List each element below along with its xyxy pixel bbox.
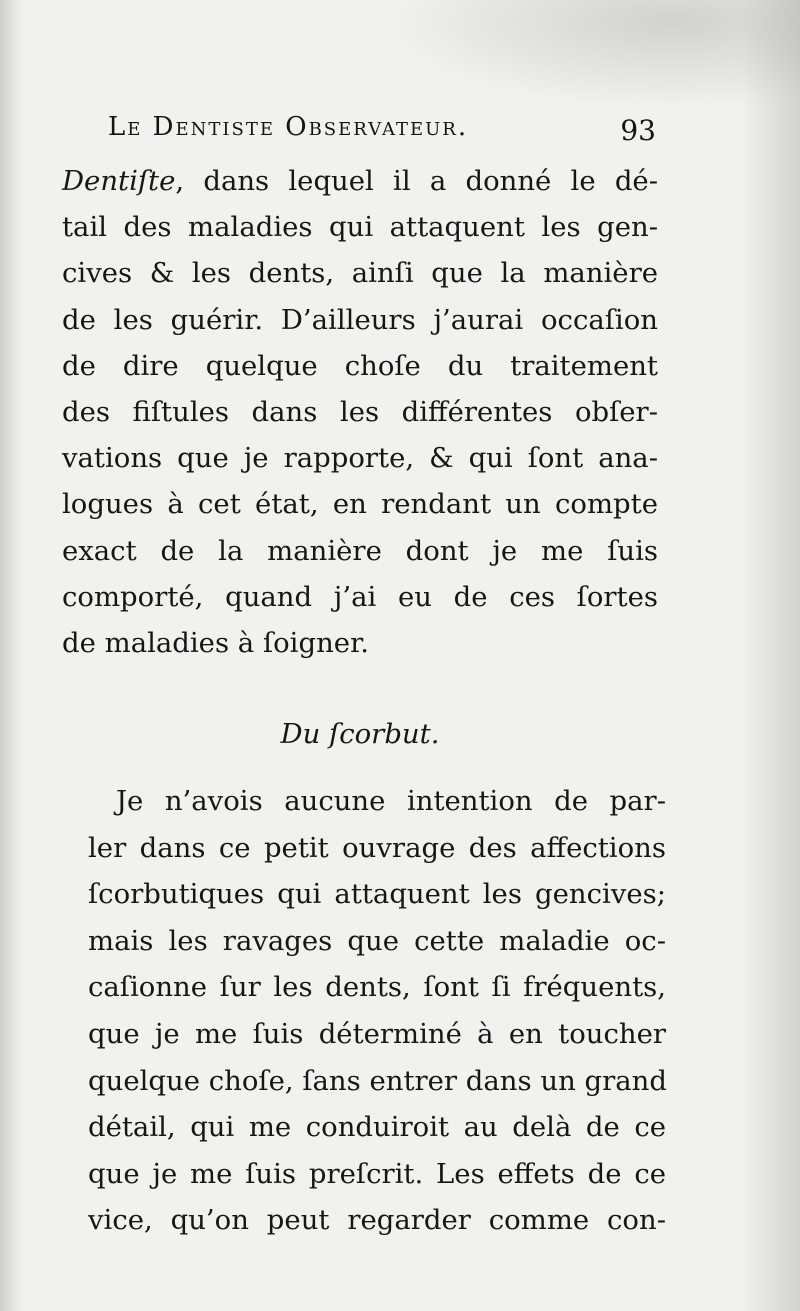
text-line: exact de la manière dont je me ſuis xyxy=(62,534,658,567)
text-line: caſionne ſur les dents, ſont ſi fréquents, xyxy=(88,971,666,1004)
text-line: des fiſtules dans les différentes obſer- xyxy=(62,395,658,428)
text-line: ſcorbutiques qui attaquent les gencives; xyxy=(88,878,666,911)
text-line: vice, qu’on peut regarder comme con- xyxy=(88,1204,666,1237)
text-line: Je n’avois aucune intention de par- xyxy=(116,785,666,817)
running-head xyxy=(108,112,656,156)
text-line: ler dans ce petit ouvrage des affections xyxy=(88,831,666,864)
italic-word: Dentiſte xyxy=(62,165,176,197)
text-line: vations que je rapporte, & qui ſont ana- xyxy=(62,442,658,475)
text-line: que je me ſuis déterminé à en toucher xyxy=(88,1017,666,1050)
page-edge-shadow xyxy=(740,0,800,1311)
text-line: de les guérir. D’ailleurs j’aurai occaſion xyxy=(62,303,658,336)
text-line xyxy=(62,158,658,204)
text-line: détail, qui me conduiroit au delà de ce xyxy=(88,1111,666,1144)
text-line: cives & les dents, ainſi que la manière xyxy=(62,257,658,290)
page-stain xyxy=(380,0,800,110)
text-line: de maladies à ſoigner. xyxy=(62,626,369,659)
text-line: que je me ſuis preſcrit. Les effets de ce xyxy=(88,1157,666,1190)
text-line: logues à cet état, en rendant un compte xyxy=(62,488,658,521)
text-line: comporté, quand j’ai eu de ces ſortes xyxy=(62,580,658,613)
text-line: tail des maladies qui attaquent les gen- xyxy=(62,211,658,244)
section-heading-box xyxy=(62,688,658,780)
page-gutter-shadow xyxy=(0,0,22,1311)
page-number: 93 xyxy=(620,114,656,147)
running-head-title: Le Dentiste Observateur. xyxy=(108,112,469,142)
paragraph-scorbut xyxy=(88,778,666,1244)
text-line: mais les ravages que cette maladie oc- xyxy=(88,924,666,957)
paragraph-continued xyxy=(62,158,658,666)
section-heading: Du ſcorbut. xyxy=(280,718,440,750)
line-text: , dans lequel il a donné le dé- xyxy=(175,165,658,197)
text-line: de dire quelque choſe du traitement xyxy=(62,349,658,382)
text-line: quelque choſe, ſans entrer dans un grand xyxy=(88,1064,667,1097)
